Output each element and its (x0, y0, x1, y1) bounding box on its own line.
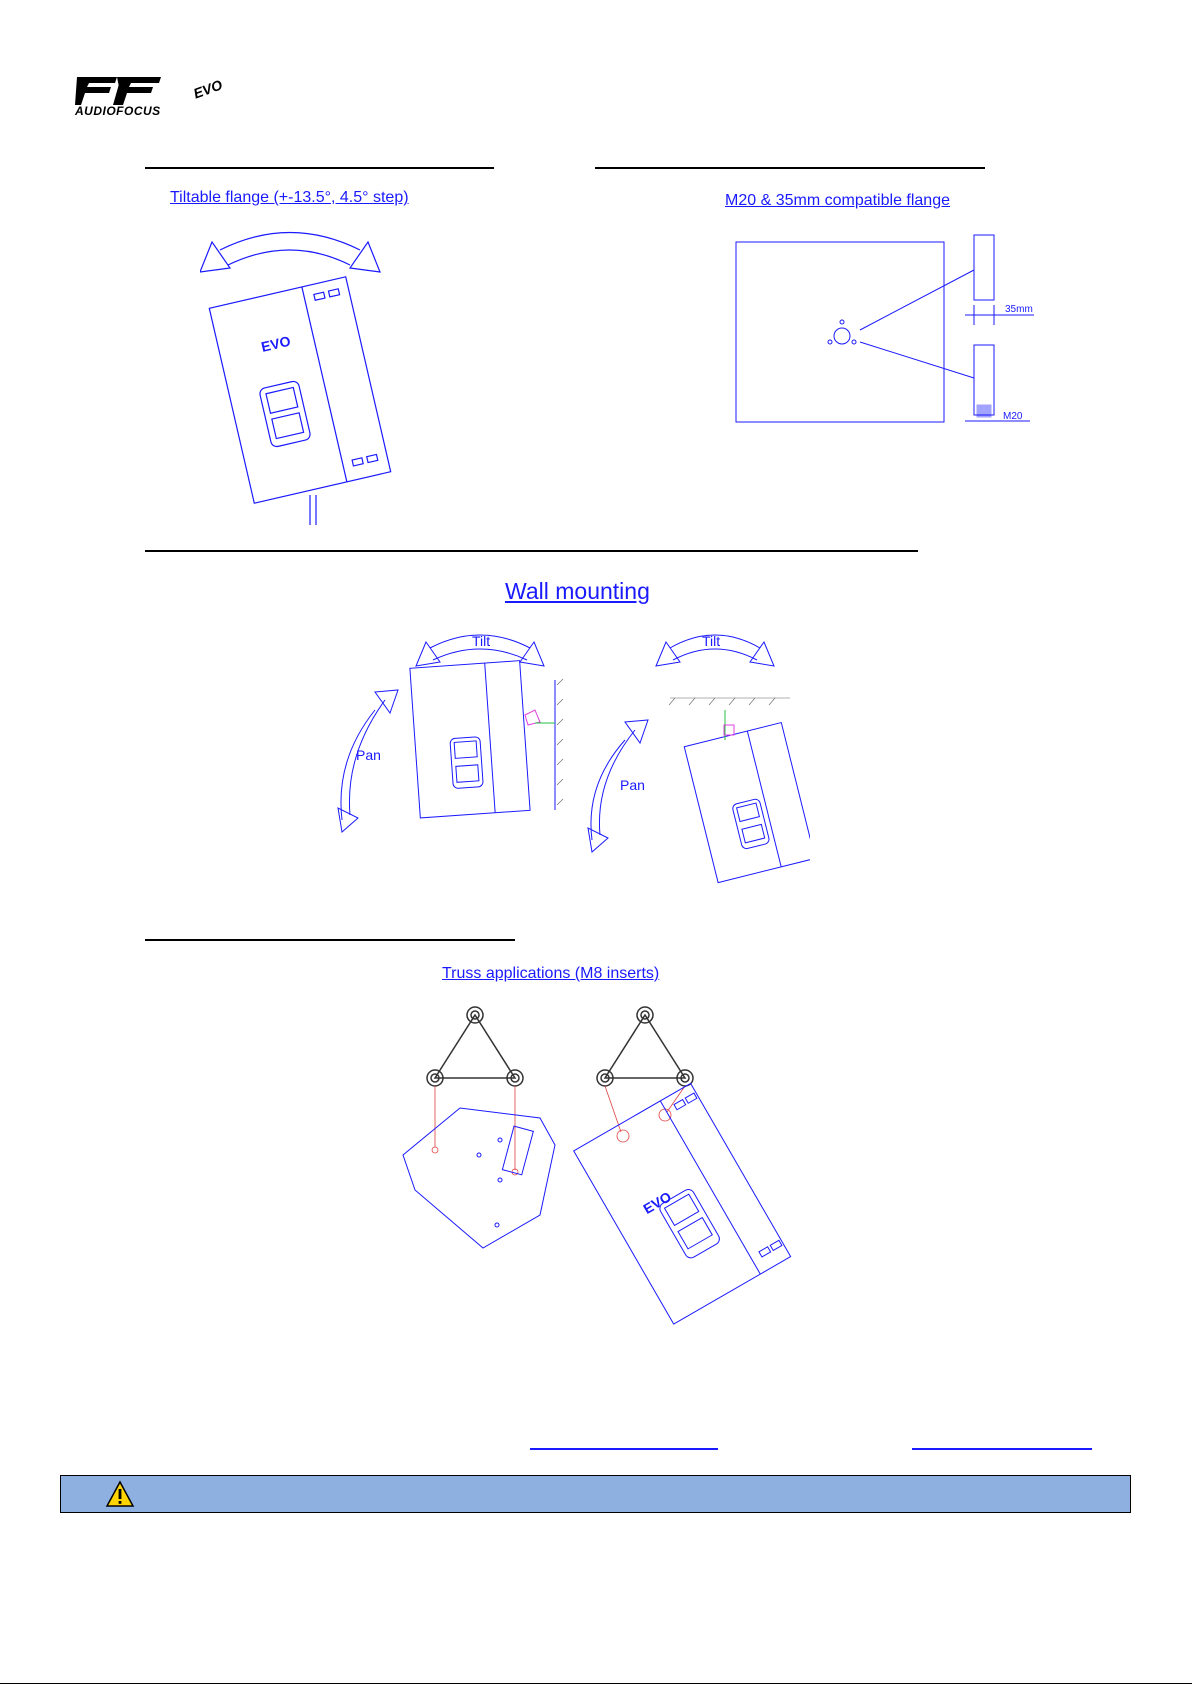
wall-tilt-label-right: Tilt (702, 633, 721, 649)
section-rule-tiltable (145, 167, 494, 169)
brand-logo (75, 75, 225, 120)
truss-triangle-right (605, 1015, 685, 1078)
projection-line-bottom (860, 342, 974, 378)
flange-plate (736, 242, 944, 422)
cabinet-hanging (574, 1083, 791, 1324)
tilt-arrow-left (200, 242, 230, 272)
pole-35mm (974, 235, 994, 300)
section-rule-wall (145, 550, 918, 552)
cabinet-badge-1: EVO (259, 332, 293, 355)
wall-tilt-label-left: Tilt (472, 633, 491, 649)
link-underline-2[interactable] (912, 1448, 1092, 1450)
m20-flange-drawing (730, 230, 1050, 430)
flange-center-hole (834, 328, 850, 344)
cabinet-top-view (403, 1108, 555, 1248)
m20-flange-title: M20 & 35mm compatible flange (725, 192, 950, 209)
wall-pan-label-left: Pan (356, 747, 381, 763)
wall-mounting-drawing (330, 630, 810, 890)
wall-pan-label-right: Pan (620, 777, 645, 793)
projection-line-top (860, 270, 974, 330)
tiltable-flange-title: Tiltable flange (+-13.5°, 4.5° step) (170, 189, 409, 206)
tiltable-flange-drawing (200, 220, 400, 525)
cabinet-tilted (209, 277, 390, 503)
tilt-arrow-right (350, 242, 380, 272)
section-rule-truss (145, 939, 515, 941)
dim-m20: M20 (1003, 411, 1023, 422)
logo-evo-text: EVO (191, 76, 225, 102)
cabinet-badge-2: EVO (640, 1188, 674, 1217)
wall-mounting-title: Wall mounting (505, 578, 650, 604)
dim-35mm: 35mm (1005, 304, 1033, 315)
logo-brand-text: AUDIOFOCUS (75, 104, 161, 118)
section-rule-m20 (595, 167, 985, 169)
page-footer-rule (0, 1683, 1192, 1684)
link-underline-1[interactable] (530, 1448, 718, 1450)
tilt-arc-outer (220, 233, 360, 251)
warning-triangle-icon (105, 1480, 135, 1508)
tilt-arc-inner (228, 250, 350, 265)
warning-bar (60, 1475, 1131, 1513)
truss-title: Truss applications (M8 inserts) (442, 965, 660, 982)
truss-drawing (395, 1000, 795, 1325)
truss-triangle-left (435, 1015, 515, 1078)
